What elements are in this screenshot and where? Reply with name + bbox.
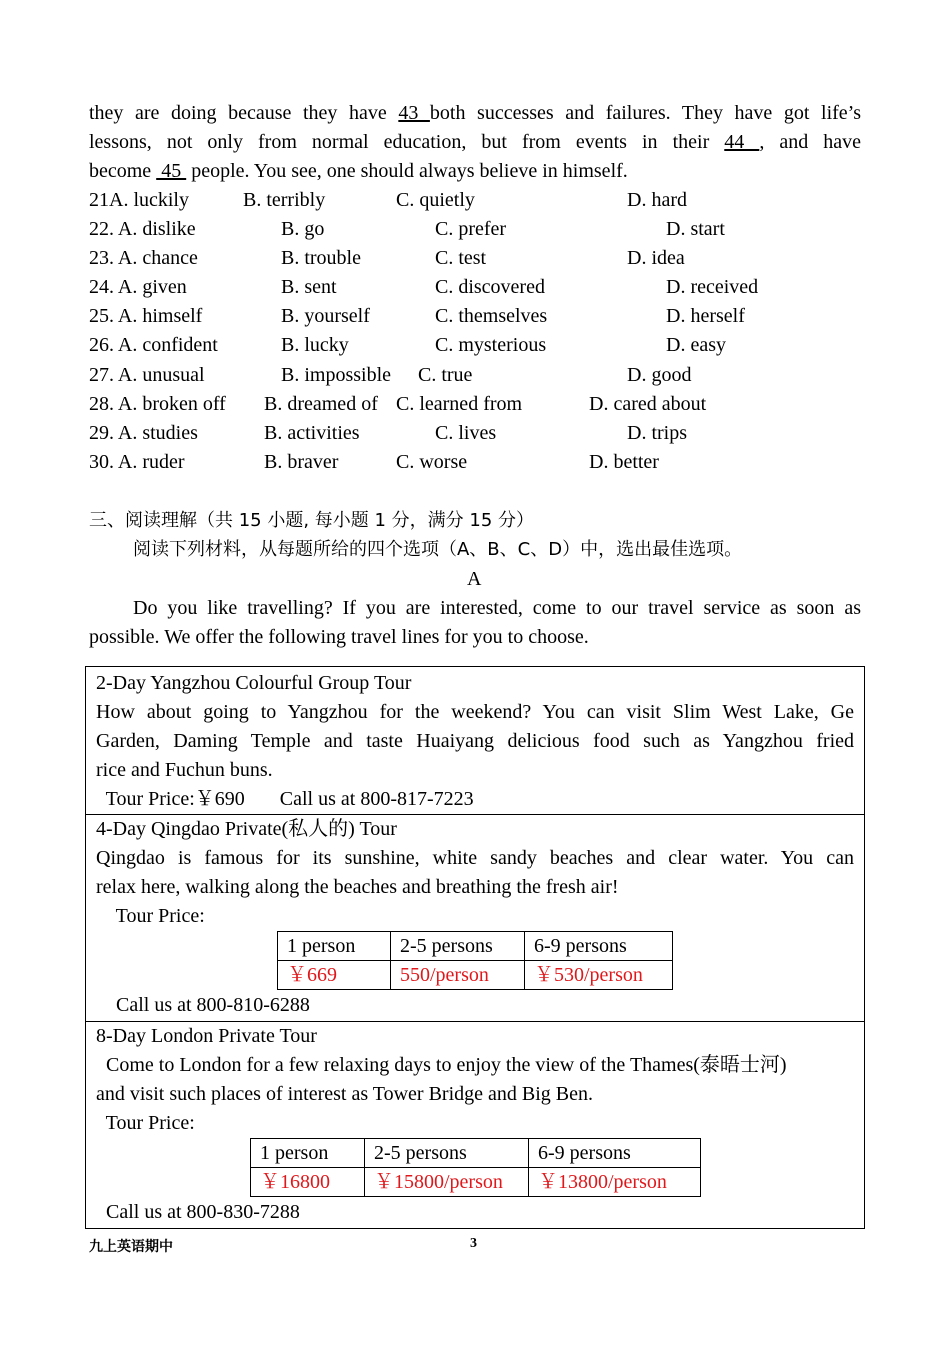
option-23-b: B. trouble [281, 247, 361, 269]
option-27-d: D. good [627, 364, 692, 386]
price-header: 1 person [251, 1139, 365, 1168]
option-24-a: 24. A. given [89, 276, 187, 298]
option-28-c: C. learned from [396, 393, 523, 415]
tour-price-label: Tour Price: [96, 905, 205, 927]
tour-title: 4-Day Qingdao Private(私人的) Tour [96, 818, 397, 840]
blank-45: 45 [156, 160, 187, 182]
price-header: 2-5 persons [365, 1139, 529, 1168]
option-22-d: D. start [666, 218, 725, 240]
option-26-c: C. mysterious [435, 334, 547, 356]
option-27-a: 27. A. unusual [89, 364, 205, 386]
option-30-a: 30. A. ruder [89, 451, 185, 473]
option-21-c: C. quietly [396, 189, 475, 211]
option-30-c: C. worse [396, 451, 468, 473]
tour-desc-line: relax here, walking along the beaches and breathing the fresh air! [96, 876, 619, 898]
option-26-b: B. lucky [281, 334, 349, 356]
option-27-b: B. impossible [281, 364, 392, 386]
tour-call: Call us at 800-810-6288 [96, 994, 310, 1016]
option-28-b: B. dreamed of [264, 393, 378, 415]
tour-desc-line: Come to London for a few relaxing days to enjoy the view of the Thames(泰晤士河) [96, 1054, 787, 1076]
price-value: 550/person [391, 961, 525, 990]
price-header: 1 person [278, 932, 391, 961]
option-22-c: C. prefer [435, 218, 507, 240]
tour-qingdao [86, 815, 864, 1022]
tour-title: 2-Day Yangzhou Colourful Group Tour [96, 672, 412, 694]
option-25-c: C. themselves [435, 305, 548, 327]
option-27-c: C. true [418, 364, 473, 386]
page-number: 3 [470, 1236, 477, 1251]
price-table-qingdao [277, 931, 673, 990]
option-24-c: C. discovered [435, 276, 545, 298]
option-25-b: B. yourself [281, 305, 370, 327]
price-value: ￥16800 [251, 1168, 365, 1197]
option-29-a: 29. A. studies [89, 422, 198, 444]
passage-line-1: they are doing because they have 43 both successes and failures. They have got life’s [89, 102, 862, 124]
tour-price-line: Tour Price:￥690 Call us at 800-817-7223 [96, 788, 474, 810]
option-21-d: D. hard [627, 189, 687, 211]
option-28-d: D. cared about [589, 393, 707, 415]
option-24-b: B. sent [281, 276, 337, 298]
footer-title: 九上英语期中 [89, 1239, 173, 1255]
option-28-a: 28. A. broken off [89, 393, 226, 415]
option-23-c: C. test [435, 247, 487, 269]
price-header: 2-5 persons [391, 932, 525, 961]
option-23-d: D. idea [627, 247, 685, 269]
tour-desc-line: How about going to Yangzhou for the weekend? You can visit Slim West Lake, Ge [96, 701, 854, 723]
price-value: ￥669 [278, 961, 391, 990]
option-21-b: B. terribly [243, 189, 326, 211]
price-header: 6-9 persons [525, 932, 673, 961]
tour-desc-line: and visit such places of interest as Tower Bridge and Big Ben. [96, 1083, 594, 1105]
price-value-row [251, 1168, 701, 1197]
passage-line-3: become 45 people. You see, one should always believe in himself. [89, 160, 628, 182]
option-26-a: 26. A. confident [89, 334, 218, 356]
option-24-d: D. received [666, 276, 759, 298]
tour-desc-line: Qingdao is famous for its sunshine, white sandy beaches and clear water. You can [96, 847, 854, 869]
tour-london [86, 1022, 864, 1228]
price-header: 6-9 persons [529, 1139, 701, 1168]
option-22-b: B. go [281, 218, 325, 240]
option-22-a: 22. A. dislike [89, 218, 196, 240]
price-header-row [251, 1139, 701, 1168]
price-value: ￥13800/person [529, 1168, 701, 1197]
tour-yangzhou [86, 667, 864, 815]
option-29-c: C. lives [435, 422, 497, 444]
option-29-b: B. activities [264, 422, 360, 444]
option-25-a: 25. A. himself [89, 305, 203, 327]
option-30-d: D. better [589, 451, 659, 473]
price-value: ￥530/person [525, 961, 673, 990]
section-heading: 三、阅读理解（共 15 小题, 每小题 1 分，满分 15 分） [89, 510, 535, 531]
tour-title: 8-Day London Private Tour [96, 1025, 317, 1047]
price-table-london [250, 1138, 701, 1197]
tour-table [85, 666, 865, 1229]
price-value: ￥15800/person [365, 1168, 529, 1197]
intro-line-2: possible. We offer the following travel lines for you to choose. [89, 626, 589, 648]
tour-desc-line: rice and Fuchun buns. [96, 759, 273, 781]
price-header-row [278, 932, 673, 961]
tour-desc-line: Garden, Daming Temple and taste Huaiyang delicious food such as Yangzhou fried [96, 730, 854, 752]
intro-line-1: Do you like travelling? If you are interested, come to our travel service as soon as [133, 597, 861, 619]
option-29-d: D. trips [627, 422, 687, 444]
option-23-a: 23. A. chance [89, 247, 198, 269]
passage-line-2: lessons, not only from normal education, but from events in their 44 , and have [89, 131, 862, 153]
blank-44: 44 [724, 131, 760, 153]
blank-43: 43 [398, 102, 430, 124]
tour-call: Call us at 800-830-7288 [96, 1201, 300, 1223]
option-26-d: D. easy [666, 334, 726, 356]
price-value-row [278, 961, 673, 990]
option-30-b: B. braver [264, 451, 339, 473]
option-25-d: D. herself [666, 305, 745, 327]
section-instruction: 阅读下列材料，从每题所给的四个选项（A、B、C、D）中，选出最佳选项。 [133, 539, 743, 560]
passage-label: A [467, 568, 482, 590]
tour-price-label: Tour Price: [96, 1112, 195, 1134]
option-21-a: 21A. luckily [89, 189, 189, 211]
